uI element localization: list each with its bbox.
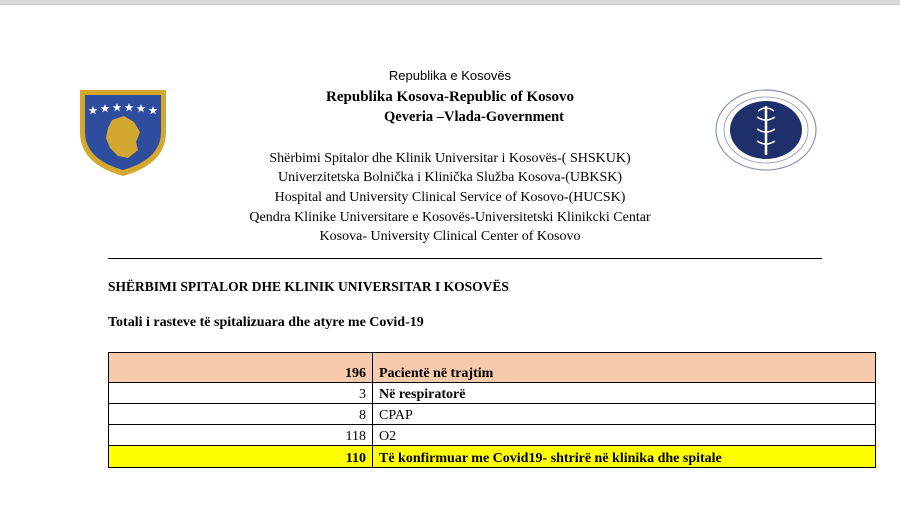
table-cell-label: Pacientë në trajtim: [373, 353, 876, 383]
table-cell-value: 110: [109, 446, 373, 468]
header-service-line: Hospital and University Clinical Service of Kosovo-(HUCSK): [274, 190, 626, 205]
page-top-border: [0, 0, 900, 5]
table-cell-value: 3: [109, 383, 373, 404]
table-cell-value: 8: [109, 404, 373, 425]
header-service-line: Shërbimi Spitalor dhe Klinik Universitar i Kosovës-( SHSKUK): [269, 151, 631, 166]
header-service-line: Kosova- University Clinical Center of Kosovo: [319, 229, 581, 244]
header-qeveria-text: Qeveria –Vlada-Government: [383, 109, 564, 125]
table-row: [109, 383, 876, 404]
table-cell-label: Në respiratorë: [373, 383, 876, 404]
table-cell-label: Të konfirmuar me Covid19- shtrirë në klinika dhe spitale: [373, 446, 876, 468]
header-republika-text: Republika e Kosovës: [388, 68, 512, 83]
table-row: [109, 353, 876, 383]
header-service-line: Qendra Klinike Universitare e Kosovës-Universitetski Klinikcki Centar: [249, 210, 651, 225]
header-divider: [108, 258, 822, 259]
table-cell-value: 196: [109, 353, 373, 383]
table-cell-label: CPAP: [373, 404, 876, 425]
table-row: [109, 446, 876, 468]
table-cell-value: 118: [109, 425, 373, 446]
table-cell-label: O2: [373, 425, 876, 446]
table-row: [109, 404, 876, 425]
table-title: Totali i rasteve të spitalizuara dhe atyre me Covid-19: [108, 315, 424, 330]
section-title: SHËRBIMI SPITALOR DHE KLINIK UNIVERSITAR I KOSOVËS: [108, 279, 509, 294]
table-row: [109, 425, 876, 446]
covid-stats-table: [108, 352, 876, 468]
header-kosova-text: Republika Kosova-Republic of Kosovo: [326, 89, 574, 105]
header-service-line: Univerzitetska Bolnička i Klinička Služba Kosova-(UBKSK): [277, 170, 623, 185]
